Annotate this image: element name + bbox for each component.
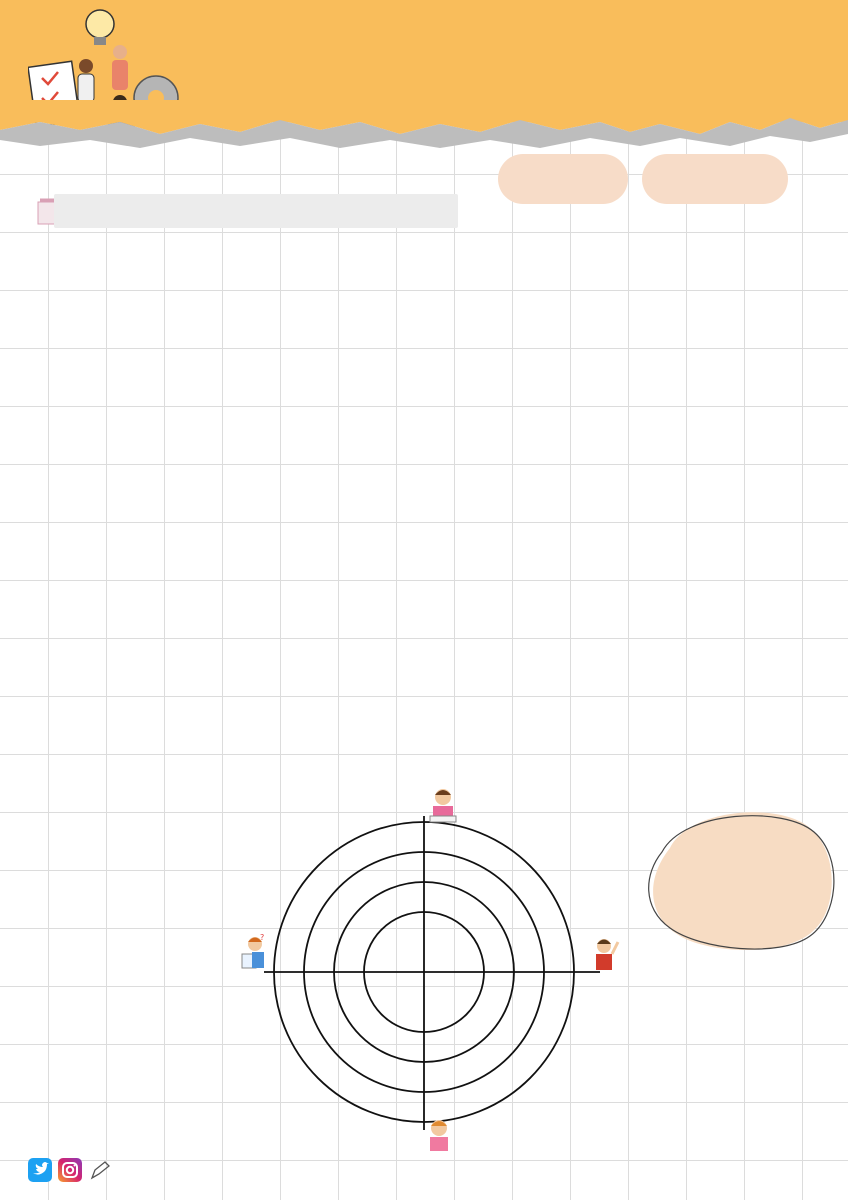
svg-text:?: ? [260, 934, 265, 942]
diana-color-label [796, 170, 822, 244]
student-right-icon [590, 934, 620, 974]
diana-title-blob [640, 808, 840, 958]
column-header-mi-valoracion [498, 154, 628, 204]
diana-blob-shape [640, 808, 840, 958]
student-left-icon [238, 934, 268, 974]
student-top-icon [428, 786, 458, 826]
section-heading [54, 194, 458, 228]
torn-paper-edge [0, 100, 848, 152]
column-header-companeros [642, 154, 788, 204]
twitter-icon[interactable] [28, 1158, 52, 1182]
evaluation-target [240, 780, 620, 1160]
student-bottom-icon [424, 1116, 454, 1156]
pencil-icon [88, 1158, 112, 1182]
instagram-icon[interactable] [58, 1158, 82, 1182]
